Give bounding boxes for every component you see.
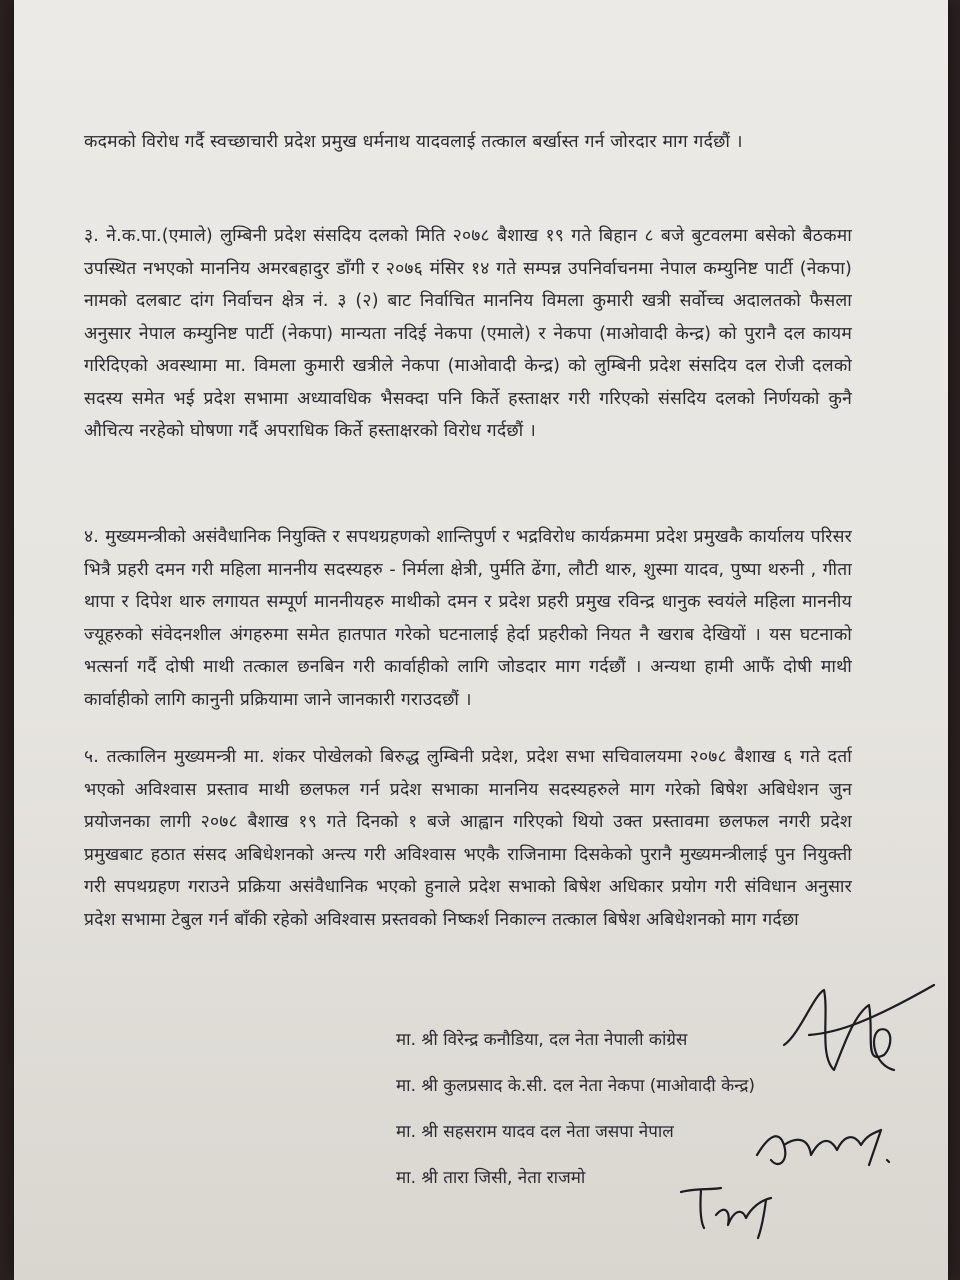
paragraph-3: ३. ने.क.पा.(एमाले) लुम्बिनी प्रदेश संसदिय दलको मिति २०७८ बैशाख १९ गते बिहान ८ बजे बुटवलमा बसेको बैठकमा उपस्थित नभएको माननिय अमरबहादुर डाँगी र २०७६ मंसिर १४ गते सम्पन्न उपनिर्वाचनमा नेपाल कम्युनिष्ट पार्टी (नेकपा) नामको दलबाट दांग निर्वाचन क्षेत्र नं. ३ (२) बाट निर्वाचित माननिय विमला कुमारी खत्री सर्वोच्च अदालतको फैसला अनुसार नेपाल कम्युनिष्ट पार्टी (नेकपा) मान्यता नदिई नेकपा (एमाले) र नेकपा (माओवादी केन्द्र) को पुरानै दल कायम गरिदिएको अवस्थामा मा. विमला कुमारी खत्रीले नेकपा (माओवादी केन्द्र) को लुम्बिनी प्रदेश संसदिय दल रोजी दलको सदस्य समेत भई प्रदेश सभामा अध्यावधिक भैसक्दा पनि किर्ते हस्ताक्षर गरी गरिएको संसदिय दलको निर्णयको कुनै औचित्य नरहेको घोषणा गर्दै अपराधिक किर्ते हस्ताक्षरको विरोध गर्दछौं । [84,226,852,441]
handwritten-signature-1 [774,975,939,1085]
paragraph-4: ४. मुख्यमन्त्रीको असंवैधानिक नियुक्ति र सपथग्रहणको शान्तिपुर्ण र भद्रविरोध कार्यक्रममा प्रदेश प्रमुखकै कार्यालय परिसर भित्रै प्रहरी दमन गरी महिला माननीय सदस्यहरु - निर्मला क्षेत्री, पुर्मति ढेंगा, लौटी थारु, शुस्मा यादव, पुष्पा थरुनी , गीता थापा र दिपेश थारु लगायत सम्पूर्ण माननीयहरु माथीको दमन र प्रदेश प्रहरी प्रमुख रविन्द्र धानुक स्वयंले महिला माननीय ज्यूहरुको संवेदनशील अंगहरुमा समेत हातपात गरेको घटनालाई हेर्दा प्रहरीको नियत नै खराब देखियों । यस घटनाको भत्सर्ना गर्दै दोषी माथी तत्काल छनबिन गरी कार्वाहीको लागि जोडदार माग गर्दछौं । अन्यथा हामी आफैं दोषी माथी कार्वाहीको लागि कानुनी प्रक्रियामा जाने जानकारी गराउदछौं । [84,527,852,710]
handwritten-signature-3 [676,1180,796,1240]
continuation-paragraph: कदमको विरोध गर्दै स्वच्छाचारी प्रदेश प्रमुख धर्मनाथ यादवलाई तत्काल बर्खास्त गर्न जोरदार माग गर्दछौं । [84,132,743,152]
letter-page [14,0,948,1280]
signatory-line: मा. श्री सहसराम यादव दल नेता जसपा नेपाल [396,1122,674,1142]
signatory-line: मा. श्री विरेन्द्र कनौडिया, दल नेता नेपाली कांग्रेस [396,1030,688,1050]
paragraph-5: ५. तत्कालिन मुख्यमन्त्री मा. शंकर पोखेलको बिरुद्ध लुम्बिनी प्रदेश, प्रदेश सभा सचिवालयमा २०७८ बैशाख ६ गते दर्ता भएको अविश्वास प्रस्ताव माथी छलफल गर्न प्रदेश सभाका माननिय सदस्यहरुले माग गरेको बिषेश अबिधेशन जुन प्रयोजनका लागी २०७८ बैशाख १९ गते दिनको १ बजे आह्वान गरिएको थियो उक्त प्रस्तावमा छलफल नगरी प्रदेश प्रमुखबाट हठात संसद अबिधेशनको अन्त्य गरी अविश्वास भएकै राजिनामा दिसकेको पुरानै मुख्यमन्त्रीलाई पुन नियुक्ती गरी सपथग्रहण गराउने प्रक्रिया असंवैधानिक भएको हुनाले प्रदेश सभाको बिषेश अधिकार प्रयोग गरी संविधान अनुसार प्रदेश सभामा टेबुल गर्न बाँकी रहेको अविश्वास प्रस्तवको निष्कर्श निकाल्न तत्काल बिषेश अबिधेशनको माग गर्दछा [84,747,852,930]
signatory-line: मा. श्री तारा जिसी, नेता राजमो [396,1168,586,1188]
signatory-line: मा. श्री कुलप्रसाद के.सी. दल नेता नेकपा (माओवादी केन्द्र) [396,1076,756,1096]
handwritten-signature-2 [749,1115,899,1175]
